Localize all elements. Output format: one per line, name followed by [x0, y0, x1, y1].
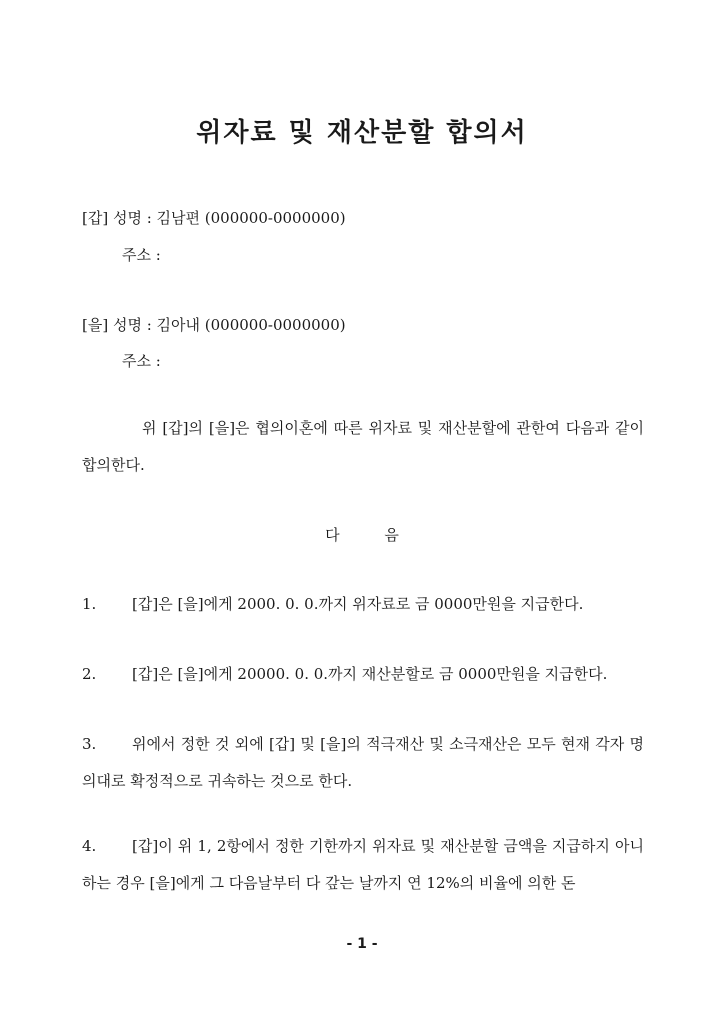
item-number: 4.	[82, 837, 97, 855]
party-a-name: [갑] 성명 : 김남편 (000000-0000000)	[82, 209, 346, 227]
item-text: [갑]이 위 1, 2항에서 정한 기한까지 위자료 및 재산분할 금액을 지급하지 아니하는 경우 [을]에게 그 다음날부터 다 갚는 날까지 연 12%의 비율에 의한 돈	[82, 837, 644, 892]
item-number: 1.	[82, 595, 97, 613]
item-number: 2.	[82, 665, 97, 683]
party-a-address: 주소 :	[122, 246, 161, 264]
item-text: [갑]은 [을]에게 2000. 0. 0.까지 위자료로 금 0000만원을 지급한다.	[132, 595, 584, 613]
intro-paragraph: 위 [갑]의 [을]은 협의이혼에 따른 위자료 및 재산분할에 관한여 다음과 같이 합의한다.	[82, 419, 644, 474]
item-text: 위에서 정한 것 외에 [갑] 및 [을]의 적극재산 및 소극재산은 모두 현재 각자 명의대로 확정적으로 귀속하는 것으로 한다.	[82, 735, 644, 790]
list-item	[82, 828, 644, 902]
party-b-address: 주소 :	[122, 352, 161, 370]
page-number: - 1 -	[346, 936, 378, 952]
item-text: [갑]은 [을]에게 20000. 0. 0.까지 재산분할로 금 0000만원을 지급한다.	[132, 665, 608, 683]
section-heading: 다 음	[325, 526, 419, 544]
list-item	[82, 656, 644, 693]
party-b-name: [을] 성명 : 김아내 (000000-0000000)	[82, 316, 346, 334]
document-title: 위자료 및 재산분할 합의서	[196, 118, 528, 148]
item-number: 3.	[82, 735, 97, 753]
list-item	[82, 586, 644, 623]
list-item	[82, 726, 644, 800]
